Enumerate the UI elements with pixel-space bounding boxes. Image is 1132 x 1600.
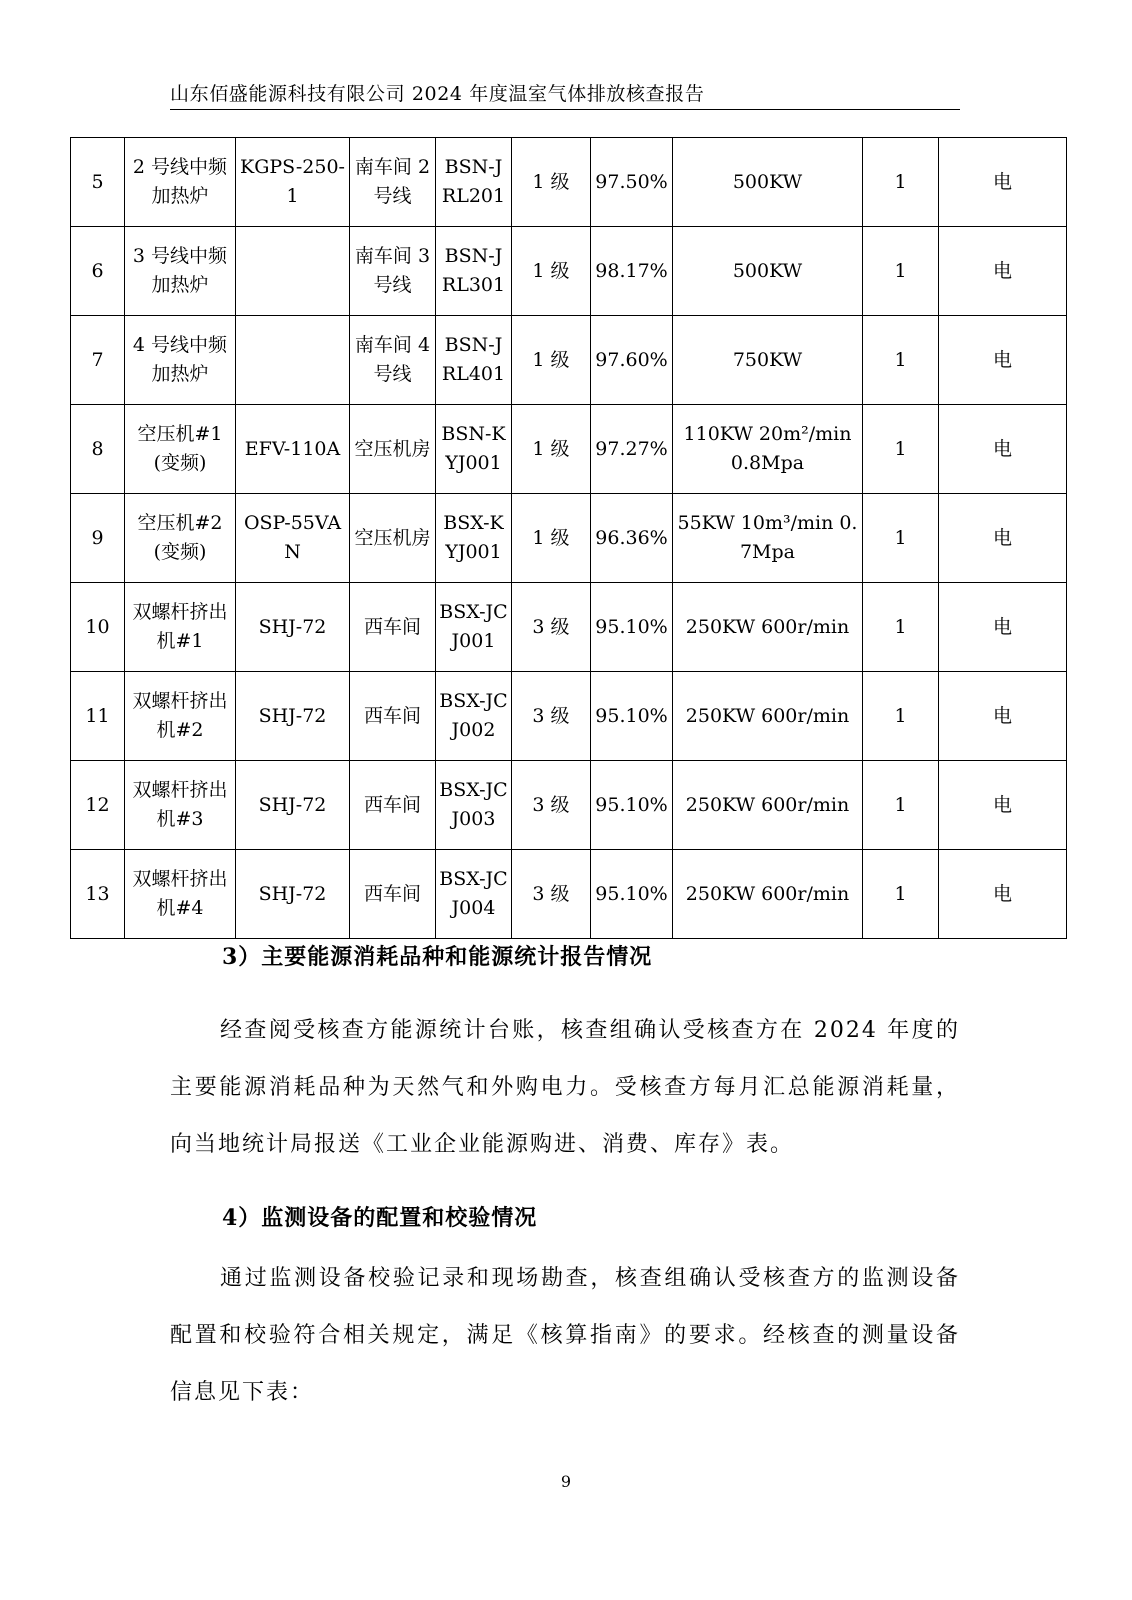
cell-efficiency: 98.17%: [591, 227, 673, 316]
cell-no: 13: [71, 850, 125, 939]
cell-location: 空压机房: [350, 405, 436, 494]
section4-paragraph: 通过监测设备校验记录和现场勘查，核查组确认受核查方的监测设备配置和校验符合相关规定，满足《核算指南》的要求。经核查的测量设备信息见下表：: [170, 1266, 960, 1405]
cell-location: 空压机房: [350, 494, 436, 583]
cell-model: OSP-55VAN: [236, 494, 350, 583]
cell-model: SHJ-72: [236, 761, 350, 850]
cell-no: 7: [71, 316, 125, 405]
page-number: 9: [560, 1472, 572, 1491]
cell-efficiency: 97.60%: [591, 316, 673, 405]
cell-energy: 电: [939, 672, 1067, 761]
cell-qty: 1: [863, 138, 939, 227]
table-row: [71, 583, 1067, 672]
cell-efficiency: 95.10%: [591, 761, 673, 850]
cell-grade: 3 级: [512, 672, 591, 761]
cell-no: 6: [71, 227, 125, 316]
cell-energy: 电: [939, 850, 1067, 939]
cell-efficiency: 97.50%: [591, 138, 673, 227]
cell-code: BSN-JRL301: [436, 227, 512, 316]
cell-efficiency: 95.10%: [591, 850, 673, 939]
cell-grade: 1 级: [512, 405, 591, 494]
cell-code: BSX-KYJ001: [436, 494, 512, 583]
cell-grade: 1 级: [512, 316, 591, 405]
cell-grade: 1 级: [512, 138, 591, 227]
table-row: [71, 850, 1067, 939]
cell-model: SHJ-72: [236, 850, 350, 939]
cell-model: SHJ-72: [236, 672, 350, 761]
cell-qty: 1: [863, 227, 939, 316]
cell-no: 9: [71, 494, 125, 583]
cell-no: 5: [71, 138, 125, 227]
cell-spec: 250KW 600r/min: [673, 761, 863, 850]
cell-model: SHJ-72: [236, 583, 350, 672]
cell-model: [236, 316, 350, 405]
cell-model: [236, 227, 350, 316]
cell-spec: 250KW 600r/min: [673, 672, 863, 761]
cell-qty: 1: [863, 405, 939, 494]
cell-grade: 3 级: [512, 850, 591, 939]
equipment-table: [70, 137, 1067, 939]
cell-spec: 500KW: [673, 227, 863, 316]
cell-energy: 电: [939, 316, 1067, 405]
cell-energy: 电: [939, 227, 1067, 316]
cell-qty: 1: [863, 316, 939, 405]
cell-spec: 750KW: [673, 316, 863, 405]
table-row: [71, 138, 1067, 227]
cell-efficiency: 95.10%: [591, 672, 673, 761]
cell-spec: 250KW 600r/min: [673, 850, 863, 939]
section3-title: 3）主要能源消耗品种和能源统计报告情况: [222, 944, 653, 970]
cell-code: BSN-JRL201: [436, 138, 512, 227]
cell-spec: 250KW 600r/min: [673, 583, 863, 672]
cell-code: BSX-JCJ003: [436, 761, 512, 850]
cell-location: 西车间: [350, 761, 436, 850]
cell-no: 8: [71, 405, 125, 494]
cell-spec: 55KW 10m³/min 0.7Mpa: [673, 494, 863, 583]
cell-name: 空压机#2(变频): [125, 494, 236, 583]
cell-spec: 110KW 20m²/min 0.8Mpa: [673, 405, 863, 494]
cell-no: 10: [71, 583, 125, 672]
cell-qty: 1: [863, 494, 939, 583]
cell-location: 南车间 2 号线: [350, 138, 436, 227]
cell-spec: 500KW: [673, 138, 863, 227]
table-row: [71, 227, 1067, 316]
cell-qty: 1: [863, 850, 939, 939]
cell-efficiency: 96.36%: [591, 494, 673, 583]
cell-qty: 1: [863, 672, 939, 761]
cell-qty: 1: [863, 761, 939, 850]
cell-name: 2 号线中频加热炉: [125, 138, 236, 227]
cell-code: BSN-KYJ001: [436, 405, 512, 494]
cell-grade: 1 级: [512, 494, 591, 583]
cell-location: 南车间 3 号线: [350, 227, 436, 316]
cell-energy: 电: [939, 761, 1067, 850]
cell-name: 空压机#1(变频): [125, 405, 236, 494]
cell-model: KGPS-250-1: [236, 138, 350, 227]
cell-model: EFV-110A: [236, 405, 350, 494]
cell-code: BSX-JCJ001: [436, 583, 512, 672]
cell-no: 12: [71, 761, 125, 850]
cell-location: 西车间: [350, 672, 436, 761]
cell-grade: 1 级: [512, 227, 591, 316]
cell-energy: 电: [939, 583, 1067, 672]
cell-name: 双螺杆挤出机#1: [125, 583, 236, 672]
cell-location: 南车间 4 号线: [350, 316, 436, 405]
table-row: [71, 494, 1067, 583]
cell-name: 3 号线中频加热炉: [125, 227, 236, 316]
table-row: [71, 761, 1067, 850]
equipment-table-body: [71, 138, 1067, 939]
section3-paragraph: 经查阅受核查方能源统计台账，核查组确认受核查方在 2024 年度的主要能源消耗品种为天然气和外购电力。受核查方每月汇总能源消耗量，向当地统计局报送《工业企业能源购进、消费、库存》表。: [170, 1018, 960, 1157]
table-row: [71, 672, 1067, 761]
cell-code: BSX-JCJ002: [436, 672, 512, 761]
cell-energy: 电: [939, 138, 1067, 227]
cell-energy: 电: [939, 405, 1067, 494]
cell-efficiency: 95.10%: [591, 583, 673, 672]
cell-grade: 3 级: [512, 761, 591, 850]
table-row: [71, 316, 1067, 405]
cell-no: 11: [71, 672, 125, 761]
cell-qty: 1: [863, 583, 939, 672]
cell-name: 4 号线中频加热炉: [125, 316, 236, 405]
cell-name: 双螺杆挤出机#3: [125, 761, 236, 850]
cell-name: 双螺杆挤出机#2: [125, 672, 236, 761]
cell-grade: 3 级: [512, 583, 591, 672]
cell-code: BSX-JCJ004: [436, 850, 512, 939]
cell-name: 双螺杆挤出机#4: [125, 850, 236, 939]
table-row: [71, 405, 1067, 494]
cell-location: 西车间: [350, 583, 436, 672]
cell-code: BSN-JRL401: [436, 316, 512, 405]
cell-location: 西车间: [350, 850, 436, 939]
cell-energy: 电: [939, 494, 1067, 583]
header-rule: [170, 109, 960, 110]
page-header: 山东佰盛能源科技有限公司 2024 年度温室气体排放核查报告: [170, 83, 705, 105]
cell-efficiency: 97.27%: [591, 405, 673, 494]
section4-title: 4）监测设备的配置和校验情况: [222, 1205, 538, 1231]
